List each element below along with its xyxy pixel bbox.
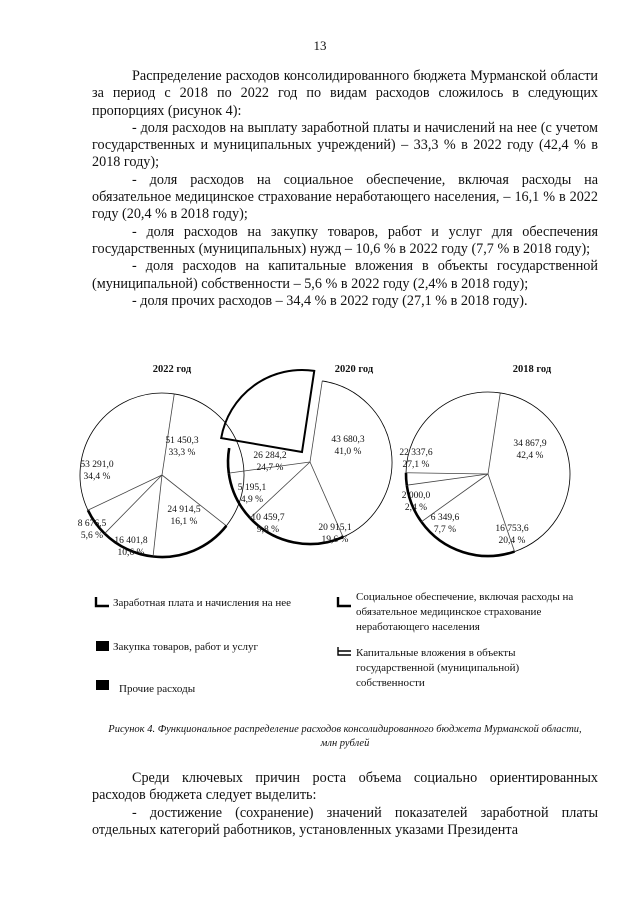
legend-social: Социальное обеспечение, включая расходы на обязательное медицинское страхование неработающего населения <box>356 591 574 633</box>
legend-capital-icon <box>338 647 351 655</box>
list-item: - доля расходов на закупку товаров, работ и услуг для обеспечения государственных (муниципальных) нужд – 10,6 % в 2022 году (7,7 % в 2018 году); <box>92 223 598 257</box>
slice-value-label: 10 459,7 <box>251 513 285 523</box>
slice-value-label: 8 676,5 <box>77 519 107 529</box>
slice-pct-label: 41,0 % <box>334 447 362 457</box>
slice-pct-label: 2,4 % <box>404 503 428 513</box>
legend-purchase-icon <box>96 641 109 651</box>
slice-pct-label: 10,6 % <box>117 548 145 558</box>
slice-pct-label: 5,6 % <box>80 531 104 541</box>
slice-value-label: 26 284,2 <box>253 451 287 461</box>
slice-value-label: 34 867,9 <box>513 439 547 449</box>
slice-value-label: 16 401,8 <box>114 536 148 546</box>
figure-caption: Рисунок 4. Функциональное распределение расходов консолидированного бюджета Мурманской области, млн рублей <box>108 724 582 749</box>
outro-text <box>92 770 598 839</box>
slice-pct-label: 4,9 % <box>240 495 264 505</box>
slice-pct-label: 7,7 % <box>433 525 457 535</box>
chart-title-2022: 2022 год <box>152 364 192 375</box>
slice-value-label: 6 349,6 <box>430 513 460 523</box>
slice-value-label: 53 291,0 <box>80 460 114 470</box>
slice-pct-label: 33,3 % <box>168 448 196 458</box>
chart-title-2018: 2018 год <box>512 364 552 375</box>
slice-pct-label: 27,1 % <box>402 460 430 470</box>
legend-other-icon <box>96 680 109 690</box>
slice-value-label: 20 915,1 <box>318 523 352 533</box>
list-item: - доля расходов на выплату заработной платы и начислений на нее (с учетом государственных и муниципальных учреждений) – 33,3 % в 2022 году (42,4 % в 2018 году); <box>92 119 598 171</box>
slice-pct-label: 20,4 % <box>498 536 526 546</box>
legend-purchase: Закупка товаров, работ и услуг <box>113 641 258 653</box>
slice-pct-label: 9,8 % <box>256 525 280 535</box>
slice-value-label: 5 195,1 <box>237 483 267 493</box>
slice-value-label: 51 450,3 <box>165 436 199 446</box>
slice-value-label: 24 914,5 <box>167 505 201 515</box>
intro-paragraph: Распределение расходов консолидированного бюджета Мурманской области за период с 2018 по 2022 год по видам расходов сложилось в следующих пропорциях (рисунок 4): <box>92 68 598 119</box>
legend-salary: Заработная плата и начисления на нее <box>113 597 292 609</box>
list-item: - достижение (сохранение) значений показателей заработной платы отдельных категорий работников, установленных указами Президента <box>92 804 598 838</box>
legend-social-icon <box>338 597 351 606</box>
list-item: - доля расходов на капитальные вложения в объекты государственной (муниципальной) собственности – 5,6 % в 2022 году (2,4% в 2018 году); <box>92 258 598 292</box>
slice-value-label: 22 337,6 <box>399 448 433 458</box>
page-number: 13 <box>313 38 327 53</box>
slice-pct-label: 19,6 % <box>321 535 349 545</box>
slice-pct-label: 34,4 % <box>83 472 111 482</box>
outro-paragraph: Среди ключевых причин роста объема социально ориентированных расходов бюджета следует выделить: <box>92 770 598 804</box>
list-item: - доля прочих расходов – 34,4 % в 2022 году (27,1 % в 2018 году). <box>132 292 528 309</box>
legend-other: Прочие расходы <box>119 683 196 695</box>
slice-value-label: 43 680,3 <box>331 435 365 445</box>
slice-pct-label: 24,7 % <box>256 463 284 473</box>
slice-pct-label: 16,1 % <box>170 517 198 527</box>
chart-title-2020: 2020 год <box>334 364 374 375</box>
legend-capital: Капитальные вложения в объекты государственной (муниципальной) собственности <box>356 647 520 689</box>
list-item: - доля расходов на социальное обеспечение, включая расходы на обязательное медицинское страхование неработающего населения, – 16,1 % в 2022 году (20,4 % в 2018 году); <box>92 171 598 223</box>
slice-pct-label: 42,4 % <box>516 451 544 461</box>
slice-value-label: 16 753,6 <box>495 524 529 534</box>
legend-salary-icon <box>96 597 109 606</box>
slice-value-label: 2 000,0 <box>401 491 431 501</box>
